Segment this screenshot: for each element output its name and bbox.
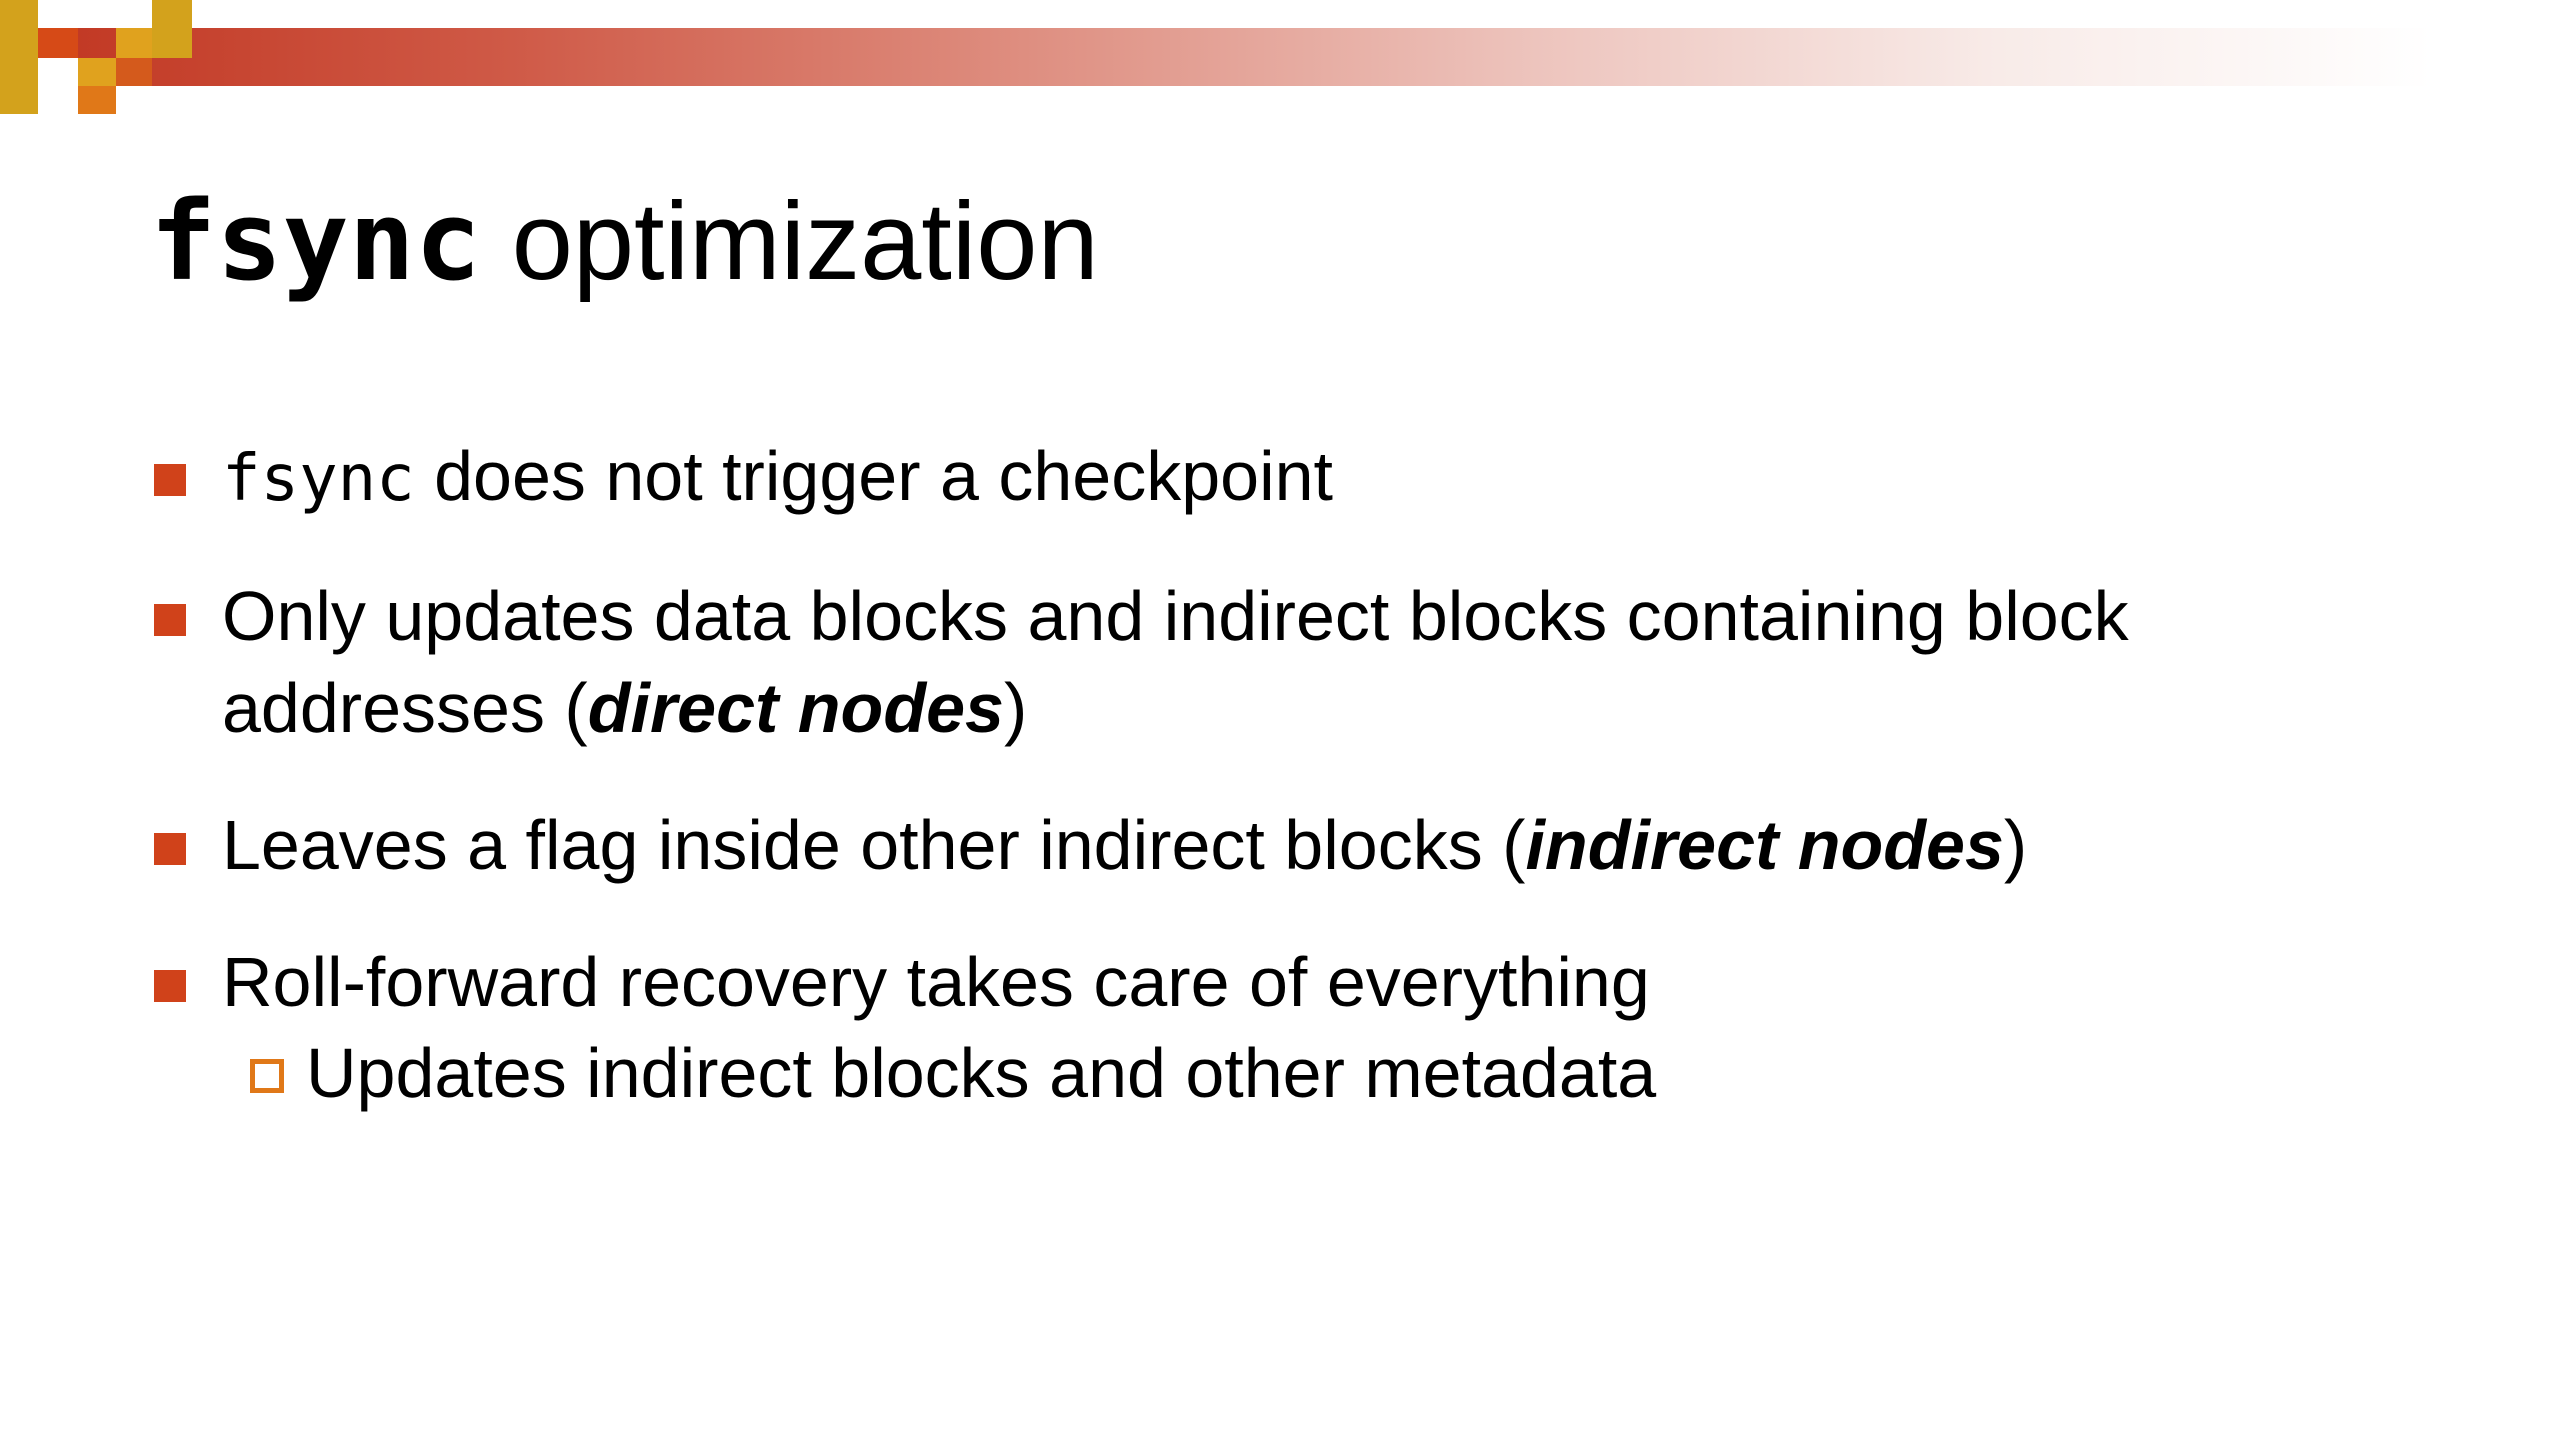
slide-title-code: fsync (150, 177, 482, 305)
bullet-item (150, 570, 2450, 754)
bullet-square-icon (154, 833, 186, 865)
bullet-text-end: ) (2003, 806, 2028, 884)
sub-bullet-text: Updates indirect blocks and other metadata (306, 1034, 1657, 1112)
decorative-square (116, 58, 152, 86)
bullet-text-end: ) (1003, 669, 1028, 747)
hollow-square-icon (250, 1059, 284, 1093)
bullet-item (150, 936, 2450, 1028)
header-gradient-band (0, 28, 2560, 86)
decorative-square (78, 58, 116, 86)
decorative-square (116, 28, 152, 58)
bullet-item (150, 799, 2450, 891)
slide-title-text: optimization (481, 180, 1099, 303)
bullet-square-icon (154, 464, 186, 496)
bullet-list (150, 430, 2450, 1119)
bullet-emphasis: direct nodes (587, 669, 1004, 747)
decorative-square (38, 28, 78, 58)
bullet-emphasis: indirect nodes (1525, 806, 2004, 884)
decorative-square (38, 58, 78, 114)
bullet-text: Roll-forward recovery takes care of everything (222, 943, 1650, 1021)
bullet-text: does not trigger a checkpoint (414, 437, 1333, 515)
bullet-item (150, 430, 2450, 525)
slide-title (150, 175, 1099, 308)
decorative-square (78, 86, 116, 114)
sub-bullet-item (150, 1027, 2450, 1119)
bullet-square-icon (154, 970, 186, 1002)
decorative-square (152, 0, 192, 58)
bullet-code: fsync (222, 442, 415, 516)
decorative-square (0, 0, 38, 114)
bullet-text: Leaves a flag inside other indirect blocks ( (222, 806, 1526, 884)
bullet-text: Only updates data blocks and indirect blocks containing block addresses ( (222, 577, 2129, 747)
bullet-square-icon (154, 604, 186, 636)
